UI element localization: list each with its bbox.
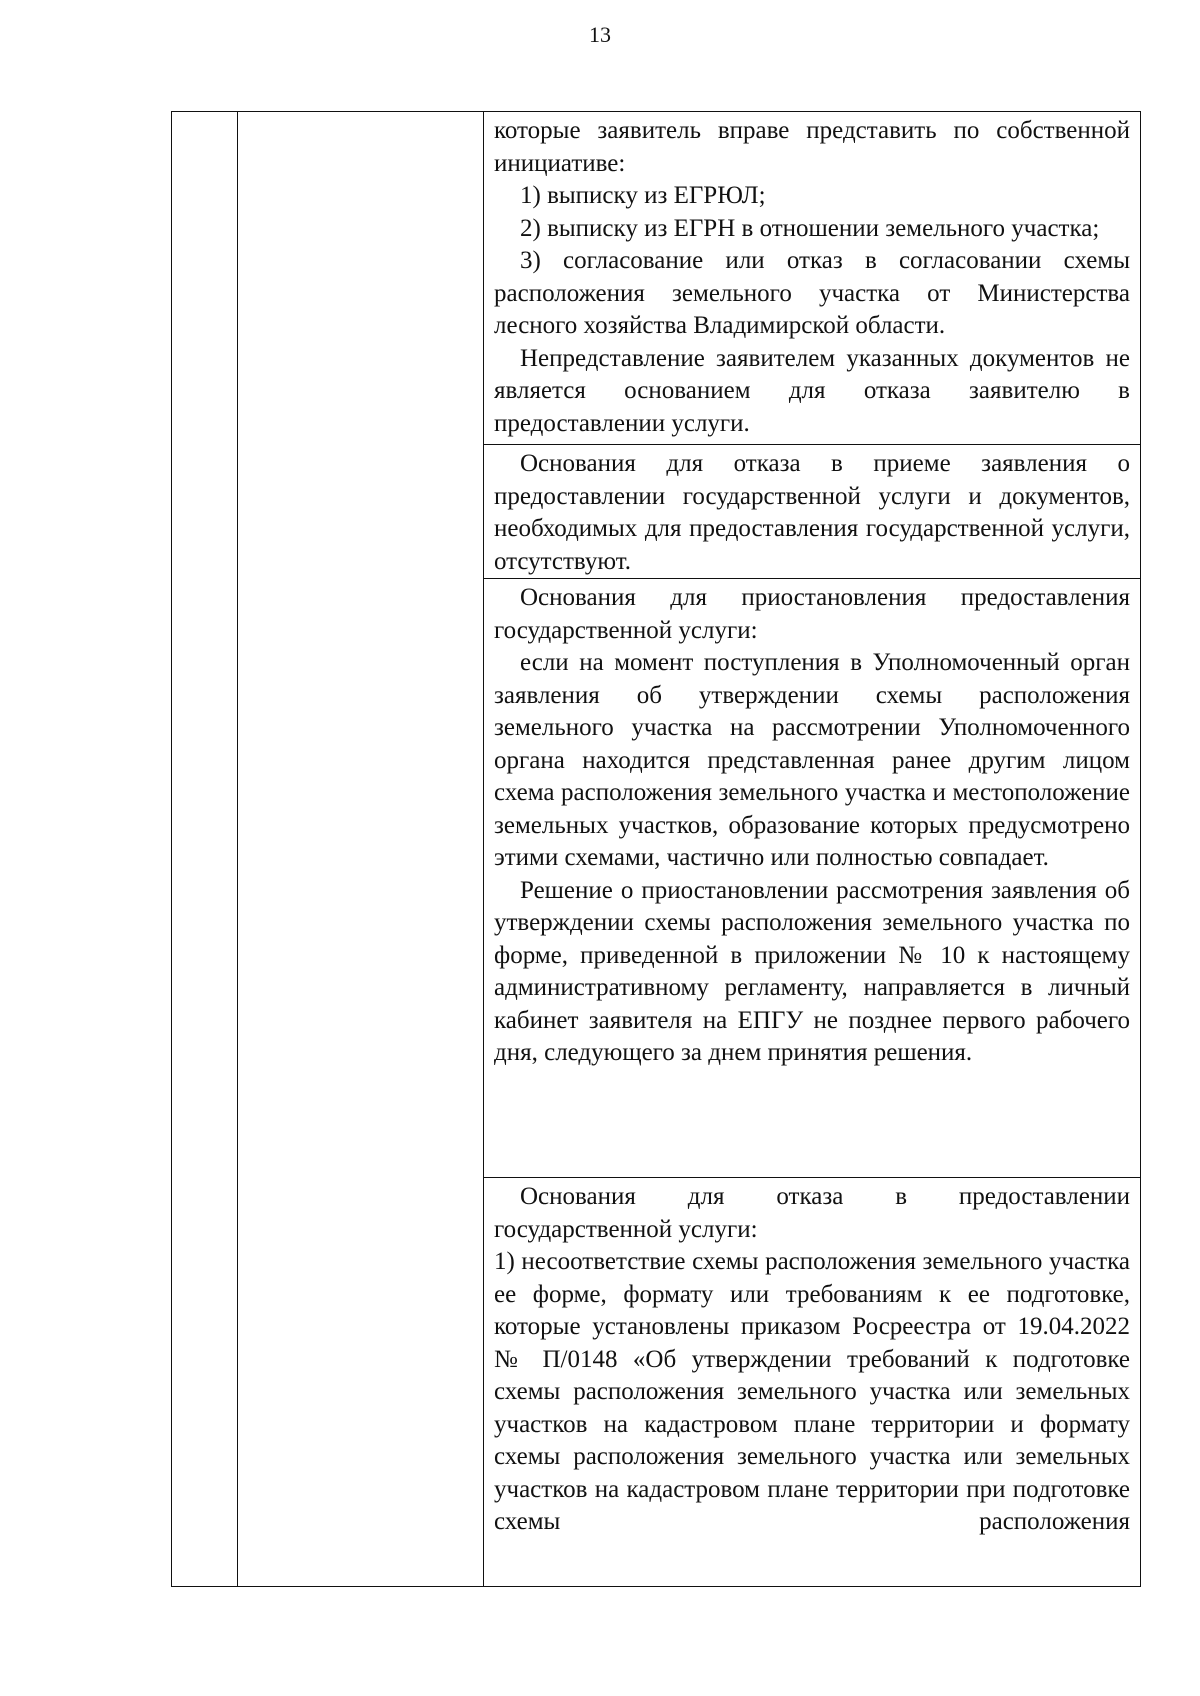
document-table	[171, 111, 1141, 1587]
paragraph: Непредставление заявителем указанных документов не является основанием для отказа заявителю в предоставлении услуги.	[494, 344, 1130, 437]
paragraph: 1) несоответствие схемы расположения земельного участка ее форме, формату или требованиям к ее подготовке, которые установлены приказом Росреестра от 19.04.2022 № П/0148 «Об утверждении требований к подготовке схемы расположения земельного участка или земельных участков на кадастровом плане территории и формату схемы расположения земельного участка или земельных участков на кадастровом плане территории при подготовке схемы расположения	[494, 1248, 1130, 1535]
paragraph: Основания для приостановления предоставления государственной услуги:	[494, 584, 1130, 644]
paragraph: Основания для отказа в предоставлении государственной услуги:	[494, 1183, 1130, 1243]
cell-text	[484, 112, 1140, 440]
table-cell-name-column	[238, 112, 484, 1587]
paragraph: Основания для отказа в приеме заявления о предоставлении государственной услуги и документов, необходимых для предоставления государственной услуги, отсутствуют.	[494, 450, 1130, 575]
page-number: 13	[589, 22, 611, 47]
paragraph: которые заявитель вправе представить по собственной инициативе:	[494, 117, 1130, 177]
paragraph: 3) согласование или отказ в согласовании схемы расположения земельного участка от Министерства лесного хозяйства Владимирской области.	[494, 247, 1130, 339]
cell-text	[484, 1178, 1140, 1539]
table-cell-optional-documents	[484, 112, 1141, 445]
table-cell-refusal-grounds	[484, 1178, 1141, 1587]
paragraph: Решение о приостановлении рассмотрения заявления об утверждении схемы расположения земельного участка по форме, приведенной в приложении № 10 к настоящему административному регламенту, направляется в личный кабинет заявителя на ЕПГУ не позднее первого рабочего дня, следующего за днем принятия решения.	[494, 876, 1130, 1066]
cell-text	[484, 579, 1140, 1070]
paragraph: 2) выписку из ЕГРН в отношении земельного участка;	[520, 214, 1100, 242]
table-cell-number-column	[172, 112, 238, 1587]
paragraph: если на момент поступления в Уполномоченный орган заявления об утверждении схемы расположения земельного участка на рассмотрении Уполномоченного органа находится представленная ранее другим лицом схема расположения земельного участка и местоположение земельных участков, образование которых предусмотрено этими схемами, частично или полностью совпадает.	[494, 649, 1130, 871]
paragraph: 1) выписку из ЕГРЮЛ;	[520, 182, 766, 209]
table-cell-refusal-to-accept	[484, 445, 1141, 579]
table-cell-suspension-grounds	[484, 579, 1141, 1178]
cell-text	[484, 445, 1140, 578]
